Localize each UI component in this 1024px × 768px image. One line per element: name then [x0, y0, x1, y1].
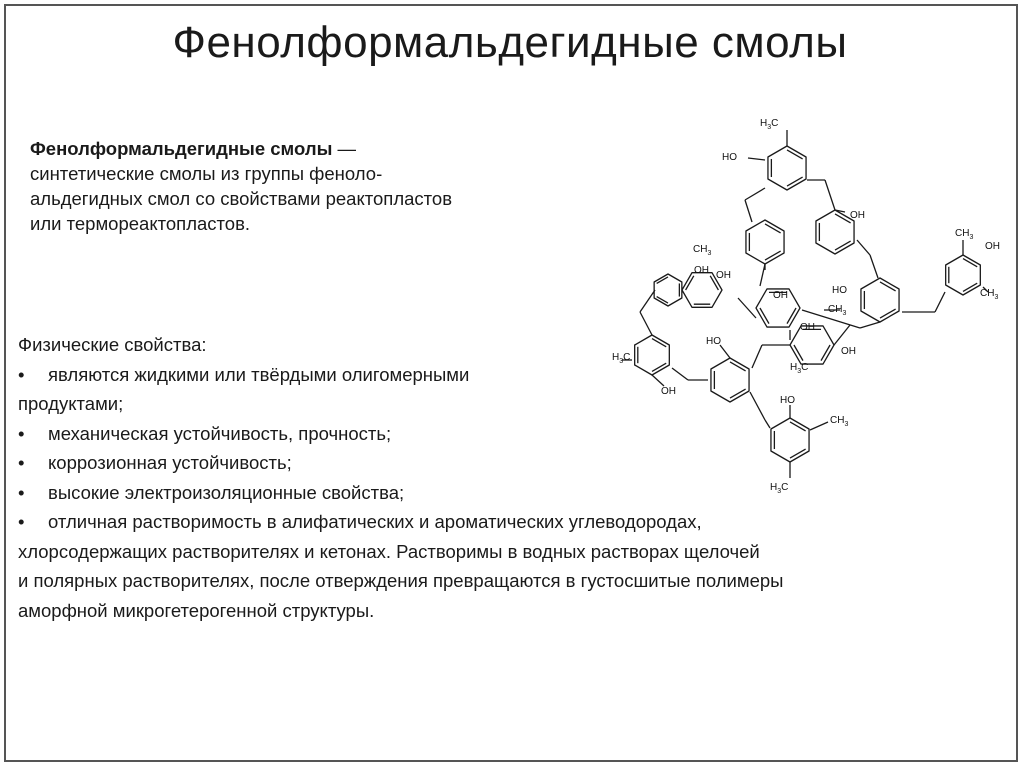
atom-label: $CH_3$: [830, 415, 849, 428]
bullet-icon: •: [18, 452, 25, 473]
atom-label: $H_3C$: [790, 362, 809, 375]
bond-line: [935, 292, 945, 312]
definition-line-4: или термореактопластов.: [30, 213, 251, 234]
atom-label: OH: [841, 346, 856, 357]
bond-line: [835, 214, 851, 223]
atom-label: OH: [800, 322, 815, 333]
bond-line: [745, 188, 765, 200]
property-item: [18, 507, 1008, 537]
bond-line: [857, 240, 870, 255]
definition-dash: —: [332, 138, 357, 159]
definition-line-1: [30, 136, 590, 161]
atom-label: HO: [706, 336, 721, 347]
bond-line: [834, 325, 850, 345]
atom-label: $CH_3$: [955, 228, 974, 241]
atom-label: $H_3C$: [612, 352, 631, 365]
property-continuation: и полярных растворителях, после отверждения превращаются в густосшитые полимеры: [18, 570, 784, 591]
bond-line: [730, 362, 746, 371]
property-text: отличная растворимость в алифатических и ароматических углеводородах,: [48, 511, 702, 532]
atom-label: $CH_3$: [980, 288, 999, 301]
bond-line: [787, 177, 803, 186]
bond-line: [790, 449, 806, 458]
property-continuation: аморфной микрогетерогенной структуры.: [18, 599, 375, 621]
benzene-ring: [746, 220, 784, 264]
atom-label: $CH_3$: [828, 304, 847, 317]
property-text: коррозионная устойчивость;: [48, 452, 292, 473]
benzene-ring: [861, 278, 899, 322]
atom-label: OH: [716, 270, 731, 281]
property-text: высокие электроизоляционные свойства;: [48, 481, 405, 503]
atom-label: OH: [661, 386, 676, 397]
atom-label: OH: [985, 241, 1000, 252]
benzene-ring: [946, 255, 981, 295]
bond-line: [760, 308, 769, 324]
definition-term: Фенолформальдегидные смолы: [30, 138, 333, 159]
bond-line: [765, 251, 781, 260]
bond-line: [750, 392, 765, 420]
property-text: механическая устойчивость, прочность;: [48, 422, 392, 444]
atom-label: $H_3C$: [760, 118, 779, 131]
atom-label: HO: [722, 152, 737, 163]
definition-line-2: синтетические смолы из группы феноло-: [30, 163, 383, 184]
atom-label: OH: [850, 210, 865, 221]
bond-line: [672, 368, 688, 380]
benzene-ring: [816, 210, 854, 254]
atom-label: $H_3C$: [770, 482, 789, 495]
benzene-ring: [654, 274, 682, 306]
benzene-ring: [771, 418, 809, 462]
bond-line: [810, 422, 828, 430]
bond-line: [790, 422, 806, 431]
property-continuation: хлорсодержащих растворителях и кетонах. Растворимы в водных растворах щелочей: [18, 540, 760, 562]
bond-line: [821, 345, 830, 361]
bullet-icon: •: [18, 481, 25, 503]
bond-line: [730, 389, 746, 398]
bullet-icon: •: [18, 511, 25, 532]
bond-line: [787, 150, 803, 159]
bond-line: [640, 290, 655, 312]
bond-line: [880, 282, 896, 291]
properties-heading: Физические свойства:: [18, 334, 207, 355]
bond-line: [720, 345, 730, 358]
bond-line: [752, 345, 762, 368]
bullet-icon: •: [18, 422, 25, 444]
bond-line: [825, 180, 835, 210]
bond-line: [748, 158, 765, 160]
bond-line: [880, 309, 896, 318]
bullet-icon: •: [18, 363, 25, 385]
atom-label: HO: [832, 285, 847, 296]
bond-line: [760, 264, 765, 286]
property-continuation: продуктами;: [18, 393, 124, 414]
atom-label: OH: [773, 290, 788, 301]
bond-line: [787, 308, 796, 324]
benzene-ring: [768, 146, 806, 190]
definition-line-3: альдегидных смол со свойствами реактопластов: [30, 188, 453, 209]
bond-line: [745, 200, 752, 222]
bond-line: [870, 255, 878, 278]
atom-label: $CH_3$: [693, 244, 712, 257]
bond-line: [765, 224, 781, 233]
atom-label: OH: [694, 265, 709, 276]
bond-line: [835, 241, 851, 250]
benzene-ring: [635, 335, 670, 375]
benzene-ring: [711, 358, 749, 402]
resin-structure-diagram: [600, 105, 1010, 500]
bond-line: [794, 345, 803, 361]
bond-line: [640, 312, 652, 335]
property-text: являются жидкими или твёрдыми олигомерными: [48, 363, 470, 385]
bond-line: [652, 375, 664, 386]
bond-line: [765, 420, 770, 428]
definition-block: [30, 136, 590, 236]
bond-line: [860, 322, 880, 328]
atom-label: HO: [780, 395, 795, 406]
bond-line: [738, 298, 756, 318]
slide-title: Фенолформальдегидные смолы: [172, 18, 848, 67]
